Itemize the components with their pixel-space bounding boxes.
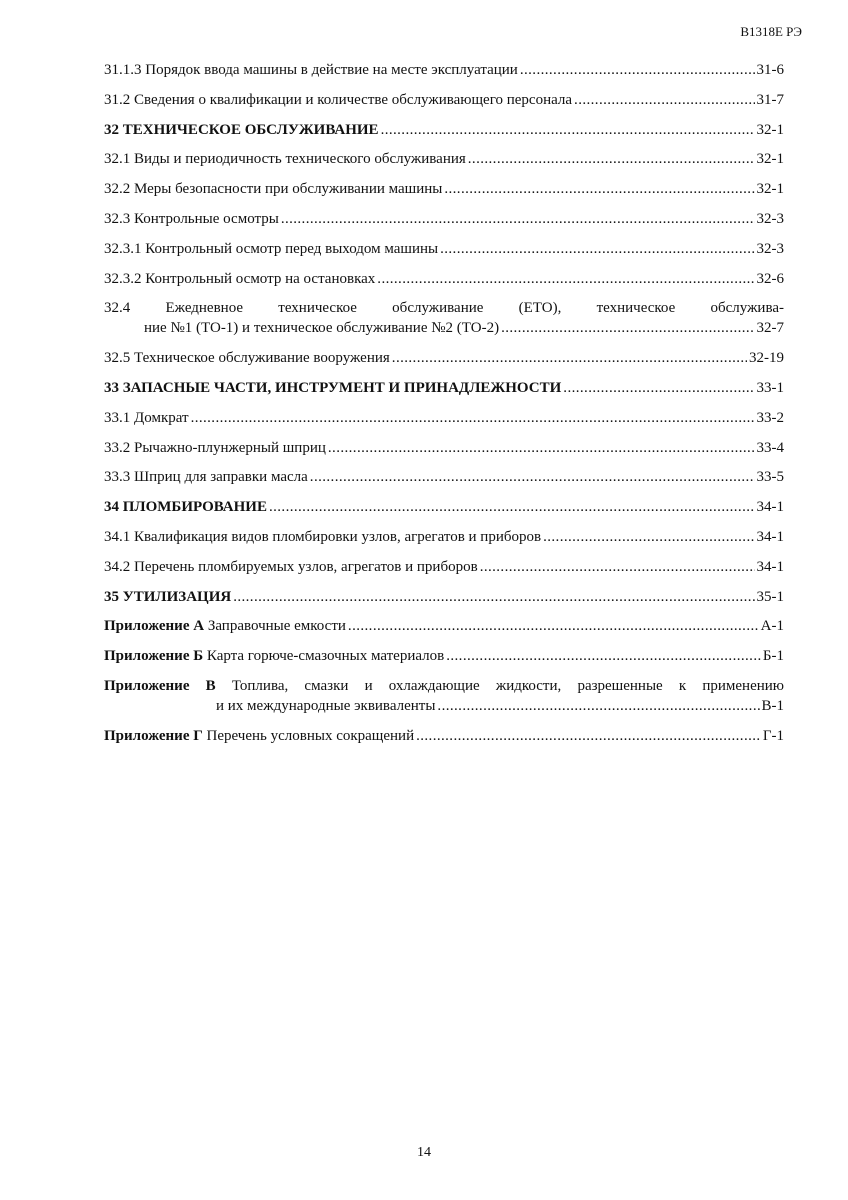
toc-page-number: 33-4: [756, 439, 784, 456]
toc-entry-text: 32.5 Техническое обслуживание вооружения: [104, 350, 390, 367]
toc-entry-text: 32.3.2 Контрольный осмотр на остановках: [104, 270, 376, 287]
toc-entry-title: [104, 348, 390, 368]
toc-page-number: 31-7: [756, 91, 784, 108]
document-code: В1318Е РЭ: [740, 24, 802, 39]
toc-entry[interactable]: [104, 239, 784, 259]
toc-entry-title: [104, 557, 478, 577]
toc-page-number: 32-7: [756, 320, 784, 337]
toc-entry-continuation: и их международные эквиваленты: [216, 697, 436, 714]
toc-entry-text: Топлива, смазки и охлаждающие жидкости, разрешенные к применению: [231, 677, 785, 694]
toc-entry-text: 33.1 Домкрат: [104, 409, 189, 426]
toc-entry-text: Перечень условных сокращений: [206, 727, 415, 744]
toc-entry[interactable]: [104, 616, 784, 636]
dot-leader: [310, 467, 755, 487]
toc-page-number: 33-2: [756, 409, 784, 426]
toc-page-number: В-1: [761, 697, 784, 714]
appendix-prefix: Приложение Б: [104, 648, 204, 665]
dot-leader: [446, 646, 761, 666]
toc-page-number: 33-1: [756, 379, 784, 396]
toc-entry-title: [104, 678, 784, 694]
toc-page-number: Г-1: [762, 727, 784, 744]
table-of-contents: [104, 60, 784, 756]
page-number: 14: [417, 1145, 431, 1160]
toc-entry-text: 33.3 Шприц для заправки масла: [104, 469, 308, 486]
toc-entry[interactable]: [104, 557, 784, 577]
toc-page-number: 31-6: [756, 62, 784, 78]
toc-page-number: 32-3: [756, 210, 784, 227]
toc-entry-title: [104, 616, 346, 636]
toc-entry-text: 32.2 Меры безопасности при обслуживании машины: [104, 181, 443, 198]
appendix-prefix: Приложение В: [104, 677, 216, 694]
toc-entry[interactable]: [104, 676, 784, 716]
dot-leader: [328, 438, 755, 458]
dot-leader: [377, 269, 754, 289]
toc-entry-continuation: ние №1 (ТО-1) и техническое обслуживание №2 (ТО-2): [144, 320, 500, 337]
toc-entry[interactable]: [104, 378, 784, 398]
toc-entry-text: 32 ТЕХНИЧЕСКОЕ ОБСЛУЖИВАНИЕ: [104, 121, 379, 138]
toc-entry[interactable]: [104, 348, 784, 368]
toc-entry[interactable]: [104, 467, 784, 487]
dot-leader: [348, 616, 759, 636]
toc-page-number: 34-1: [756, 499, 784, 516]
dot-leader: [574, 90, 754, 110]
toc-entry-title: [104, 378, 561, 398]
toc-page-number: Б-1: [762, 648, 784, 665]
toc-entry-title: [104, 269, 375, 289]
toc-entry-text: 33 ЗАПАСНЫЕ ЧАСТИ, ИНСТРУМЕНТ И ПРИНАДЛЕЖНОСТИ: [104, 379, 562, 396]
dot-leader: [269, 497, 755, 517]
toc-entry[interactable]: [104, 726, 784, 746]
toc-entry-text: 31.2 Сведения о квалификации и количестве обслуживающего персонала: [104, 91, 573, 108]
toc-entry-title: [104, 149, 466, 169]
dot-leader: [440, 239, 754, 259]
toc-page-number: А-1: [760, 618, 784, 635]
toc-entry-text: 32.3.1 Контрольный осмотр перед выходом машины: [104, 240, 439, 257]
toc-entry[interactable]: [104, 60, 784, 80]
dot-leader: [468, 149, 755, 169]
toc-page-number: 34-1: [756, 528, 784, 545]
toc-entry-text: 31.1.3 Порядок ввода машины в действие на месте эксплуатации: [104, 62, 518, 78]
toc-entry[interactable]: [104, 269, 784, 289]
toc-entry-title: [104, 209, 279, 229]
toc-page-number: 35-1: [756, 588, 784, 605]
toc-entry-title: [104, 497, 267, 517]
dot-leader: [416, 726, 761, 746]
toc-entry-text: 35 УТИЛИЗАЦИЯ: [104, 588, 232, 605]
dot-leader: [501, 318, 754, 338]
toc-entry[interactable]: [104, 438, 784, 458]
toc-entry[interactable]: [104, 497, 784, 517]
toc-entry-text: 34 ПЛОМБИРОВАНИЕ: [104, 499, 267, 516]
toc-page-number: 32-19: [749, 350, 784, 367]
toc-page-number: 32-1: [756, 181, 784, 198]
appendix-prefix: Приложение Г: [104, 727, 203, 744]
toc-entry-title: [104, 408, 189, 428]
toc-entry[interactable]: [104, 149, 784, 169]
toc-entry-title: [104, 90, 572, 110]
dot-leader: [191, 408, 755, 428]
toc-entry-title: [104, 60, 518, 80]
toc-entry-title: [104, 527, 541, 547]
dot-leader: [543, 527, 754, 547]
dot-leader: [233, 587, 754, 607]
dot-leader: [392, 348, 747, 368]
toc-entry[interactable]: [104, 527, 784, 547]
toc-entry[interactable]: [104, 120, 784, 140]
toc-entry[interactable]: [104, 408, 784, 428]
toc-entry-title: [104, 467, 308, 487]
toc-entry-title: [104, 179, 442, 199]
toc-entry-title: [104, 120, 379, 140]
dot-leader: [520, 60, 755, 80]
toc-entry-title: [104, 438, 326, 458]
dot-leader: [437, 696, 759, 716]
toc-entry-text: 32.1 Виды и периодичность технического обслуживания: [104, 151, 466, 168]
toc-entry-text: 34.2 Перечень пломбируемых узлов, агрегатов и приборов: [104, 558, 478, 575]
dot-leader: [480, 557, 755, 577]
toc-entry[interactable]: [104, 646, 784, 666]
toc-entry[interactable]: [104, 298, 784, 338]
toc-entry-title: [104, 587, 231, 607]
toc-entry-title: [104, 726, 414, 746]
toc-page-number: 32-1: [756, 121, 784, 138]
toc-page-number: 32-1: [756, 151, 784, 168]
toc-entry-text: 32.4 Ежедневное техническое обслуживание (ЕТО), техническое обслужива-: [104, 300, 784, 317]
toc-page-number: 32-6: [756, 270, 784, 287]
toc-entry[interactable]: [104, 209, 784, 229]
dot-leader: [381, 120, 755, 140]
toc-entry-text: 32.3 Контрольные осмотры: [104, 210, 279, 227]
toc-entry-text: Карта горюче-смазочных материалов: [206, 648, 445, 665]
toc-entry-title: [104, 300, 784, 316]
toc-entry-text: Заправочные емкости: [207, 618, 346, 635]
toc-entry-text: 33.2 Рычажно-плунжерный шприц: [104, 439, 326, 456]
toc-entry-title: [104, 239, 438, 259]
dot-leader: [563, 378, 754, 398]
dot-leader: [281, 209, 755, 229]
toc-entry-text: 34.1 Квалификация видов пломбировки узлов, агрегатов и приборов: [104, 528, 542, 545]
toc-page-number: 34-1: [756, 558, 784, 575]
toc-entry[interactable]: [104, 587, 784, 607]
toc-entry[interactable]: [104, 179, 784, 199]
dot-leader: [444, 179, 754, 199]
toc-page-number: 32-3: [756, 240, 784, 257]
toc-entry-title: [104, 646, 444, 666]
toc-page-number: 33-5: [756, 469, 784, 486]
appendix-prefix: Приложение А: [104, 618, 205, 635]
toc-entry[interactable]: [104, 90, 784, 110]
